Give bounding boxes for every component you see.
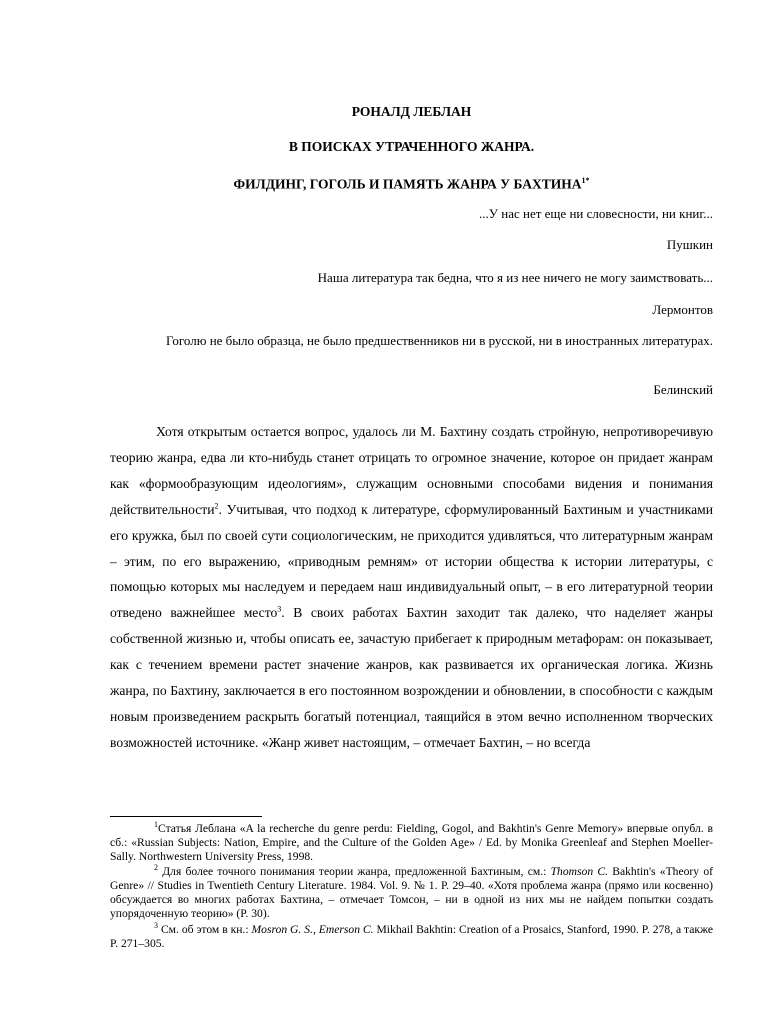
- footnote-ref-2[interactable]: 2: [214, 501, 219, 511]
- footnote-1: [110, 822, 713, 864]
- epigraph-quote-1: ...У нас нет еще ни словесности, ни книг...: [479, 206, 713, 221]
- body-text-part-1: Хотя открытым остается вопрос, удалось ли М. Бахтину создать стройную, непротиворечивую теорию жанра, едва ли кто-нибудь станет отрицать то огромное значение, которое он придает жанрам как «формообразующим идеологиям», служащим основными способами видения и понимания действительности: [110, 424, 713, 517]
- footnote-2-text-b: Bakhtin's «Theory of Genre» // Studies in Twentieth Century Literature. 1984. Vol. 9. № 1. P. 29–40. «Хотя проблема жанра (прямо или косвенно) обсуждается во многих работах Бахтина, – отмечает Томсон, – ни в одной из них мы не найдем попытки создать упорядоченную теорию» (P. 30).: [110, 865, 713, 920]
- footnote-separator: [110, 816, 262, 817]
- body-text-part-2: . Учитывая, что подход к литературе, сформулированный Бахтиным и участниками его кружка, был по своей сути социологическим, не приходится удивляться, что литературным жанрам – этим, по его выражению, «приводным ремням» от истории общества к истории литературы, с помощью которых мы наследуем и передаем наш индивидуальный опыт, – в его литературной теории отведено важнейшее место: [110, 501, 713, 621]
- epigraph-quote-3: Гоголю не было образца, не было предшественников ни в русской, ни в иностранных литературах.: [166, 333, 713, 348]
- footnote-3-text-a: См. об этом в кн.:: [160, 923, 252, 936]
- body-paragraph: [110, 419, 713, 756]
- footnote-3: [110, 923, 713, 951]
- subtitle-footnote-mark: 1*: [581, 176, 590, 185]
- footnote-3-authors: Mosron G. S., Emerson C.: [251, 923, 374, 936]
- epigraph-author-2: Лермонтов: [652, 302, 713, 317]
- author-name: РОНАЛД ЛЕБЛАН: [351, 104, 472, 119]
- epigraph-author-3: Белинский: [653, 382, 713, 397]
- footnote-2: [110, 865, 713, 921]
- epigraph-quote-2: Наша литература так бедна, что я из нее ничего не могу заимствовать...: [317, 270, 713, 285]
- article-subtitle-text: ФИЛДИНГ, ГОГОЛЬ И ПАМЯТЬ ЖАНРА У БАХТИНА: [233, 176, 582, 192]
- article-title: В ПОИСКАХ УТРАЧЕННОГО ЖАНРА.: [288, 139, 535, 154]
- footnote-3-text-b: Mikhail Bakhtin: Creation of a Prosaics, Stanford, 1990. P. 278, а также P. 271–305.: [110, 923, 714, 950]
- footnote-2-text-a: Для более точного понимания теории жанра, предложенной Бахтиным, см.:: [162, 865, 551, 878]
- body-text-part-3: . В своих работах Бахтин заходит так далеко, что наделяет жанры собственной жизнью и, чтобы описать ее, зачастую прибегает к природным метафорам: он показывает, как с течением времени растет значение жанров, как развивается их органическая логика. Жизнь жанра, по Бахтину, заключается в его постоянном возрождении и обновлении, в способности с каждым новым произведением раскрыть богатый потенциал, таящийся в этом вечно исполненном творческих возможностей источнике. «Жанр живет настоящим, – отмечает Бахтин, – но всегда: [110, 605, 713, 750]
- footnote-number-3: 3: [154, 921, 158, 931]
- footnote-number-1: 1: [154, 820, 158, 830]
- epigraph-author-1: Пушкин: [666, 237, 713, 252]
- article-subtitle: [110, 173, 713, 193]
- footnote-number-2: 2: [154, 863, 158, 873]
- footnote-2-author: Thomson C.: [550, 865, 608, 878]
- footnote-ref-3[interactable]: 3: [277, 604, 282, 614]
- footnote-1-text: Статья Леблана «A la recherche du genre perdu: Fielding, Gogol, and Bakhtin's Genre Memory» впервые опубл. в сб.: «Russian Subjects: Nation, Empire, and the Culture of the Golden Age» / Ed. by Monika Greenleaf and Stephen Moeller-Sally. Northwestern University Press, 1998.: [110, 822, 713, 863]
